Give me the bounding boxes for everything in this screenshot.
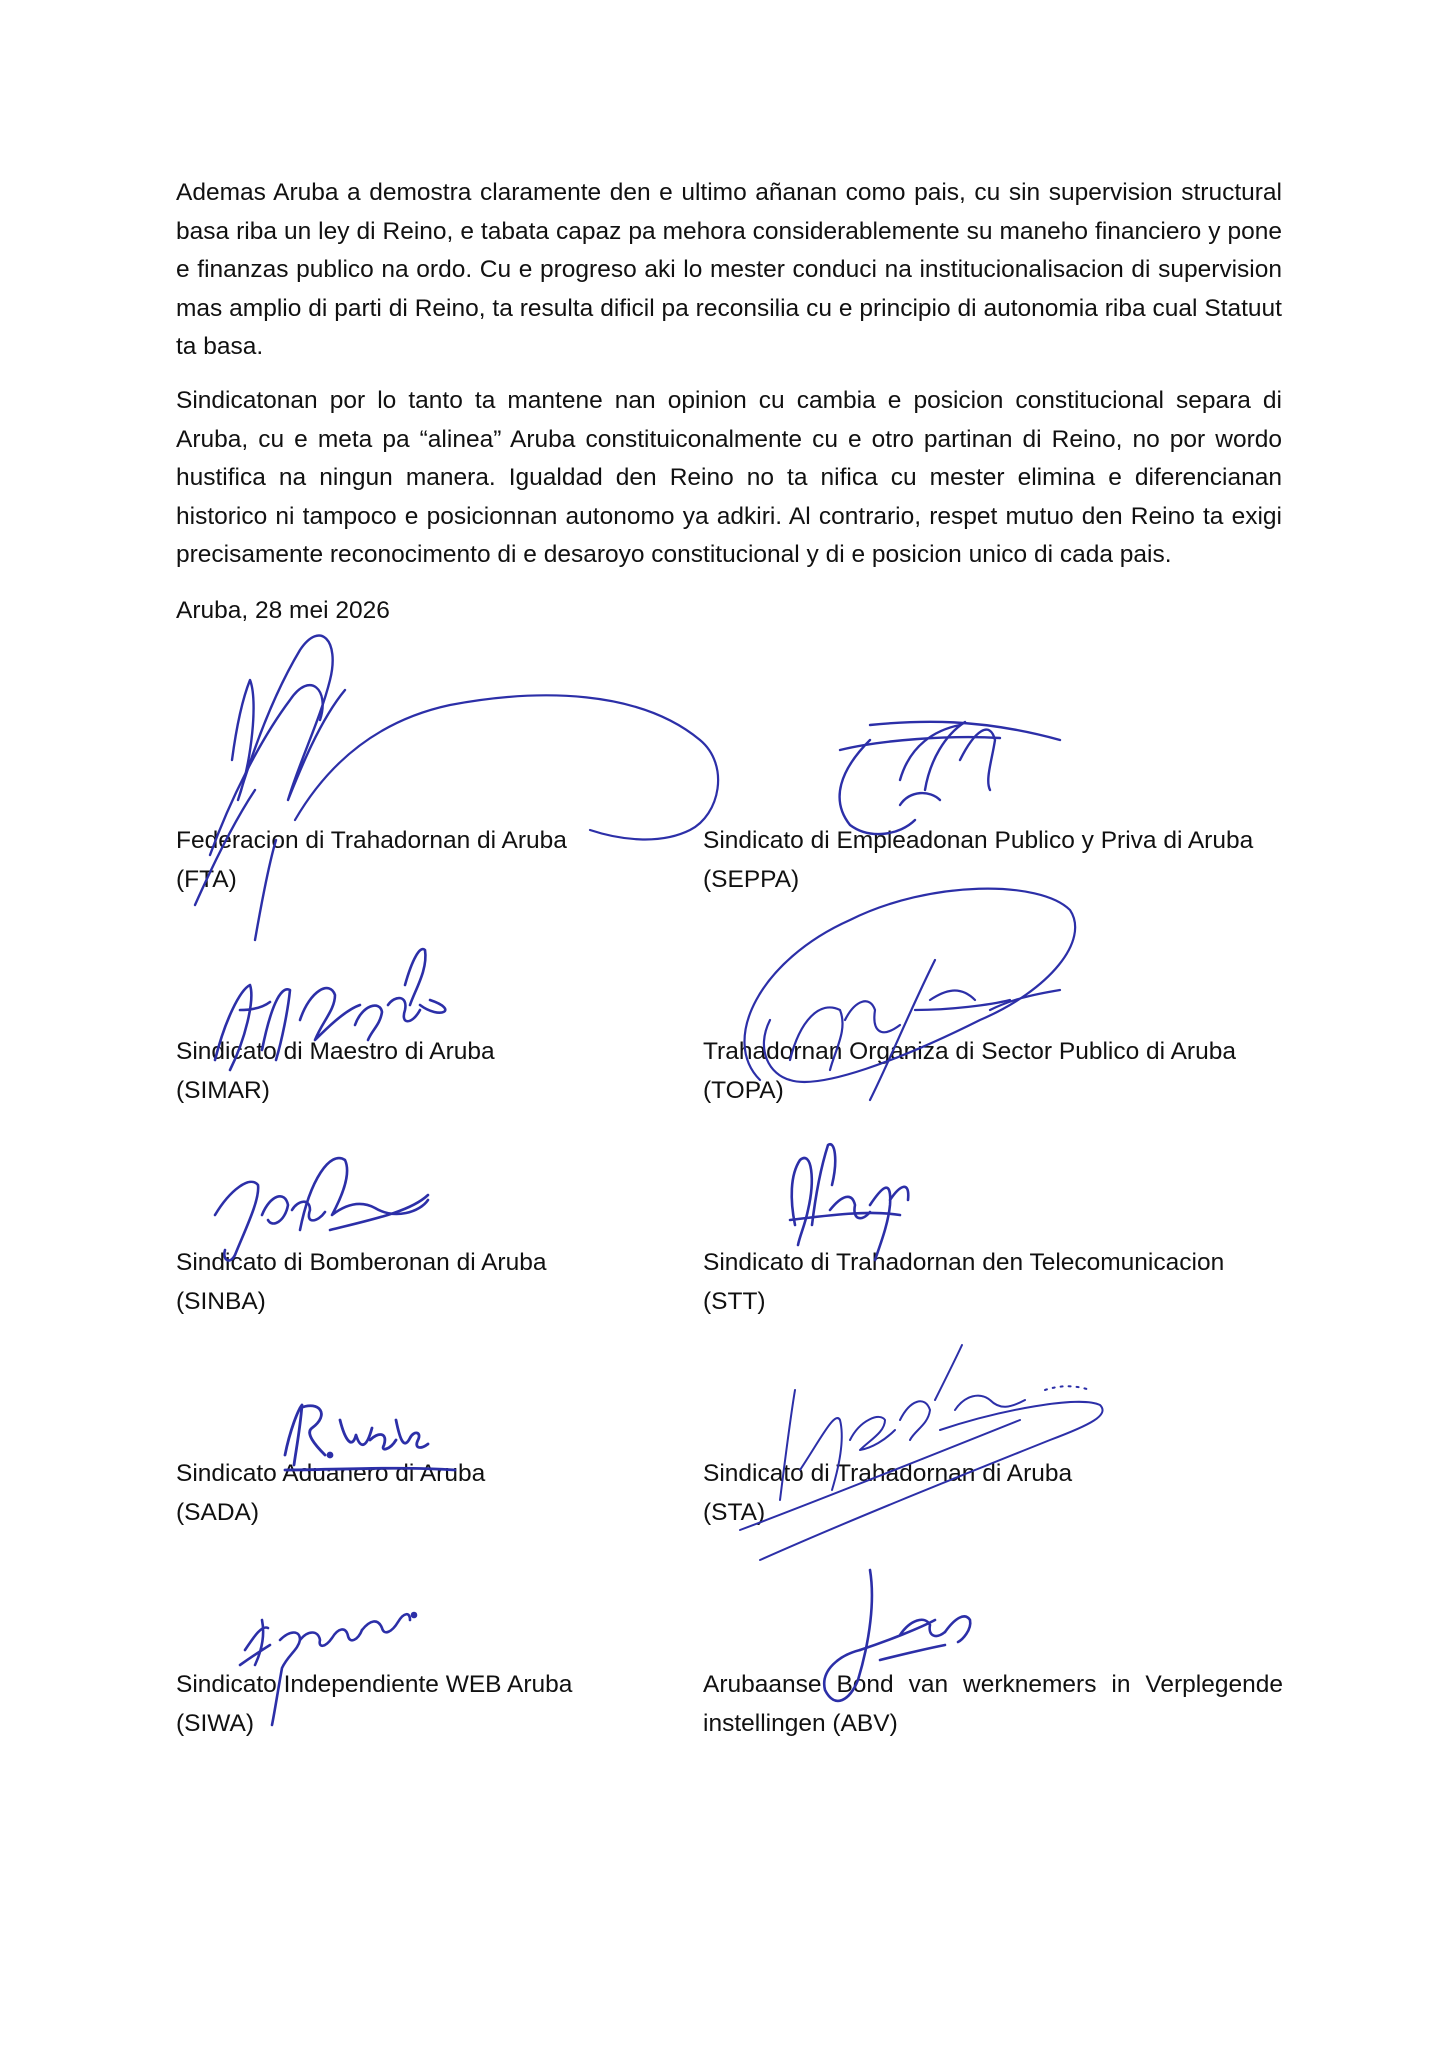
union-name: Sindicato di Bomberonan di Aruba	[176, 1249, 547, 1276]
union-abbr: (SEPPA)	[703, 865, 800, 893]
union-abbr: (STA)	[703, 1498, 766, 1526]
paragraph-conclusion: Sindicatonan por lo tanto ta mantene nan opinion cu cambia e posicion constitucional separa di Aruba, cu e meta pa “alinea” Aruba constituiconalmente cu e otro partinan di Reino, no por wordo hustifica na ningun manera. Igualdad den Reino no ta nifica cu mester elimina e diferencianan historico ni tampoco e posicionnan autonomo ya adkiri. Al contrario, respet mutuo den Reino ta exigi precisamente reconocimento di e desaroyo constitucional y di e posicion unico di cada pais.	[176, 387, 1282, 568]
union-name: Sindicato Aduanero di Aruba	[176, 1460, 486, 1487]
union-abbr: (SIWA)	[176, 1709, 255, 1737]
union-name: Trahadornan Organiza di Sector Publico di Aruba	[703, 1038, 1236, 1065]
union-abbr: (FTA)	[176, 865, 237, 893]
union-abbr: (TOPA)	[703, 1076, 784, 1104]
union-abbr: (STT)	[703, 1287, 766, 1315]
signature-topa	[744, 889, 1075, 1100]
union-abbr: (SADA)	[176, 1498, 260, 1526]
signature-simar	[215, 949, 445, 1070]
union-name: Sindicato di Trahadornan di Aruba	[703, 1460, 1073, 1487]
signature-seppa	[840, 722, 1060, 834]
signature-sinba	[215, 1158, 428, 1260]
signature-stt	[790, 1144, 908, 1260]
union-name: Sindicato Independiente WEB Aruba	[176, 1671, 573, 1698]
signature-sta	[740, 1345, 1103, 1560]
signature-siwa	[240, 1613, 416, 1725]
union-abbr: instellingen (ABV)	[703, 1709, 898, 1737]
union-name: Sindicato di Empleadonan Publico y Priva di Aruba	[703, 827, 1254, 854]
union-name: Sindicato di Trahadornan den Telecomunicacion	[703, 1249, 1225, 1276]
union-abbr: (SIMAR)	[176, 1076, 270, 1104]
signature-abv	[824, 1570, 970, 1701]
union-name: Sindicato di Maestro di Aruba	[176, 1038, 495, 1065]
signature-sada	[285, 1405, 455, 1470]
union-name: Arubaanse Bond van werknemers in Verplegende	[703, 1671, 1283, 1698]
signature-fta	[195, 636, 718, 940]
date-line: Aruba, 28 mei 2026	[176, 597, 390, 624]
paragraph-autonomy: Ademas Aruba a demostra claramente den e ultimo añanan como pais, cu sin supervision structural basa riba un ley di Reino, e tabata capaz pa mehora considerablemente su maneho financiero y pone e finanzas publico na ordo. Cu e progreso aki lo mester conduci na institucionalisacion di supervision mas amplio di parti di Reino, ta resulta dificil pa reconsilia cu e principio di autonomia riba cual Statuut ta basa.	[176, 179, 1282, 360]
union-name: Federacion di Trahadornan di Aruba	[176, 827, 567, 854]
union-abbr: (SINBA)	[176, 1287, 266, 1315]
